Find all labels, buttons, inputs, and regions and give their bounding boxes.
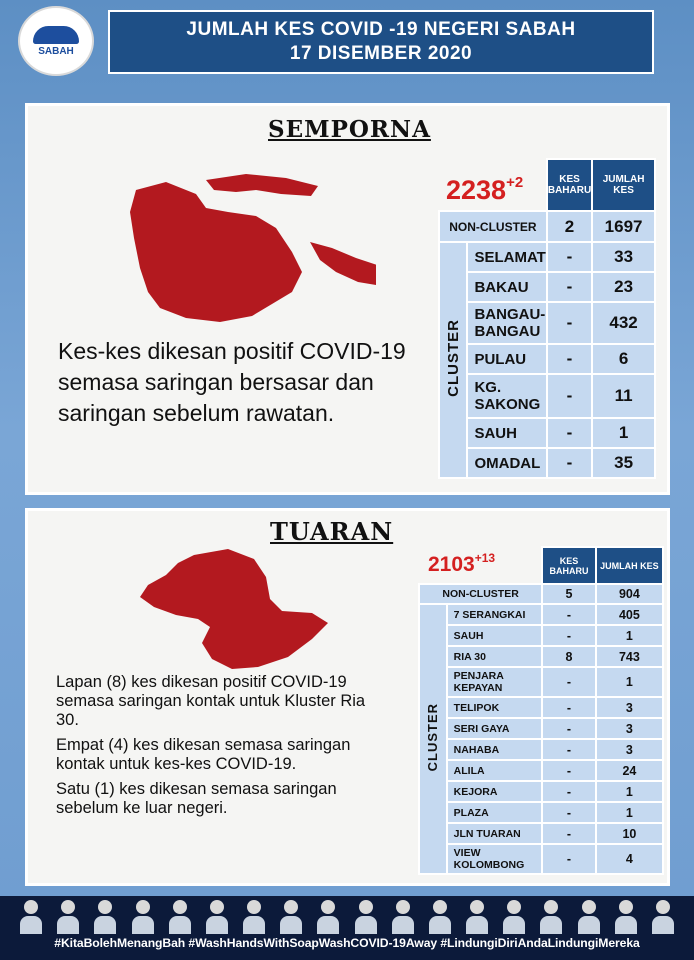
page-title: JUMLAH KES COVID -19 NEGERI SABAH [186,19,576,40]
person-icon [466,900,488,934]
person-icon [243,900,265,934]
logo-text: SABAH [38,45,74,57]
table-row-name: SAUH [447,625,543,646]
person-icon [652,900,674,934]
table-row-new: - [547,242,592,272]
table-row-new: 8 [542,646,596,667]
table-row-total: 1 [596,625,663,646]
table-row-name: SELAMAT [467,242,546,272]
table-row-new: - [542,739,596,760]
tuaran-panel [25,508,670,886]
table-row-new: - [542,718,596,739]
table-row-name: VIEW KOLOMBONG [447,844,543,874]
hashtags: #KitaBolehMenangBah #WashHandsWithSoapWashCOVID-19Away #LindungiDiriAndaLindungiMereka [54,936,640,950]
tuaran-total-value: 2103 [428,553,475,576]
table-row-new: - [547,448,592,478]
table-row-total: 1 [596,802,663,823]
person-icon [94,900,116,934]
table-row-name: RIA 30 [447,646,543,667]
table-row-new: - [547,272,592,302]
table-row-name: BANGAU-BANGAU [467,302,546,344]
table-row-total: 405 [596,604,663,625]
table-row-new: - [542,781,596,802]
table-row-new: - [542,760,596,781]
footer-banner [0,896,694,960]
non-cluster-total: 904 [596,584,663,604]
table-row-name: NAHABA [447,739,543,760]
table-row-name: PULAU [467,344,546,374]
table-row-new: - [547,302,592,344]
table-row-name: SAUH [467,418,546,448]
table-row-total: 11 [592,374,655,418]
table-row-total: 743 [596,646,663,667]
table-row-new: - [547,344,592,374]
table-row-total: 432 [592,302,655,344]
table-row-new: - [547,418,592,448]
semporna-total-new: +2 [506,174,524,191]
table-row-total: 1 [596,667,663,697]
semporna-panel [25,103,670,495]
table-row-name: TELIPOK [447,697,543,718]
person-icon [317,900,339,934]
cluster-label: CLUSTER [439,242,467,478]
frontliner-figures [20,900,674,934]
person-icon [206,900,228,934]
table-row-name: 7 SERANGKAI [447,604,543,625]
person-icon [615,900,637,934]
semporna-map-icon [96,168,376,328]
table-row-total: 1 [592,418,655,448]
table-row-new: - [542,604,596,625]
table-row-new: - [542,802,596,823]
tuaran-description [56,673,386,824]
table-row-total: 3 [596,718,663,739]
tuaran-map-icon [136,547,328,672]
table-row-name: JLN TUARAN [447,823,543,844]
person-icon [392,900,414,934]
table-row-total: 23 [592,272,655,302]
title-banner [108,10,654,74]
person-icon [503,900,525,934]
person-icon [20,900,42,934]
table-row-new: - [542,844,596,874]
col-header-new: KES BAHARU [547,159,592,211]
table-row-name: KEJORA [447,781,543,802]
table-row-total: 4 [596,844,663,874]
description-paragraph: Lapan (8) kes dikesan positif COVID-19 semasa saringan kontak untuk Kluster Ria 30. [56,673,366,729]
table-row-total: 3 [596,739,663,760]
table-row-name: PLAZA [447,802,543,823]
table-row-new: - [542,667,596,697]
table-row-new: - [542,625,596,646]
semporna-total-value: 2238 [446,175,507,205]
tuaran-total-new: +13 [474,551,496,565]
tuaran-heading: TUARAN [270,517,394,546]
non-cluster-label: NON-CLUSTER [419,584,542,604]
non-cluster-total: 1697 [592,211,655,242]
person-icon [429,900,451,934]
sabah-logo [18,6,94,76]
non-cluster-label: NON-CLUSTER [439,211,547,242]
description-paragraph: Satu (1) kes dikesan semasa saringan sebelum ke luar negeri. [56,780,337,817]
person-icon [132,900,154,934]
cluster-label: CLUSTER [419,604,447,874]
semporna-heading: SEMPORNA [268,116,431,143]
non-cluster-new: 5 [542,584,596,604]
table-row-total: 3 [596,697,663,718]
table-row-total: 6 [592,344,655,374]
table-row-total: 33 [592,242,655,272]
table-row-new: - [547,374,592,418]
table-row-name: PENJARA KEPAYAN [447,667,543,697]
table-row-name: KG. SAKONG [467,374,546,418]
person-icon [540,900,562,934]
semporna-table [438,158,656,479]
table-row-name: ALILA [447,760,543,781]
page-date: 17 DISEMBER 2020 [289,43,473,64]
table-row-total: 1 [596,781,663,802]
table-row-total: 35 [592,448,655,478]
table-row-total: 10 [596,823,663,844]
person-icon [57,900,79,934]
col-header-total: JUMLAH KES [596,547,663,584]
col-header-total: JUMLAH KES [592,159,655,211]
table-row-new: - [542,697,596,718]
description-paragraph: Empat (4) kes dikesan semasa saringan kontak untuk kes-kes COVID-19. [56,736,351,773]
table-row-total: 24 [596,760,663,781]
col-header-new: KES BAHARU [542,547,596,584]
person-icon [169,900,191,934]
logo-emblem-icon [33,26,79,44]
person-icon [578,900,600,934]
table-row-name: OMADAL [467,448,546,478]
table-row-name: BAKAU [467,272,546,302]
semporna-description: Kes-kes dikesan positif COVID-19 semasa saringan bersasar dan saringan sebelum rawatan. [58,338,406,426]
person-icon [280,900,302,934]
non-cluster-new: 2 [547,211,592,242]
person-icon [355,900,377,934]
tuaran-table [418,546,664,875]
table-row-new: - [542,823,596,844]
table-row-name: SERI GAYA [447,718,543,739]
